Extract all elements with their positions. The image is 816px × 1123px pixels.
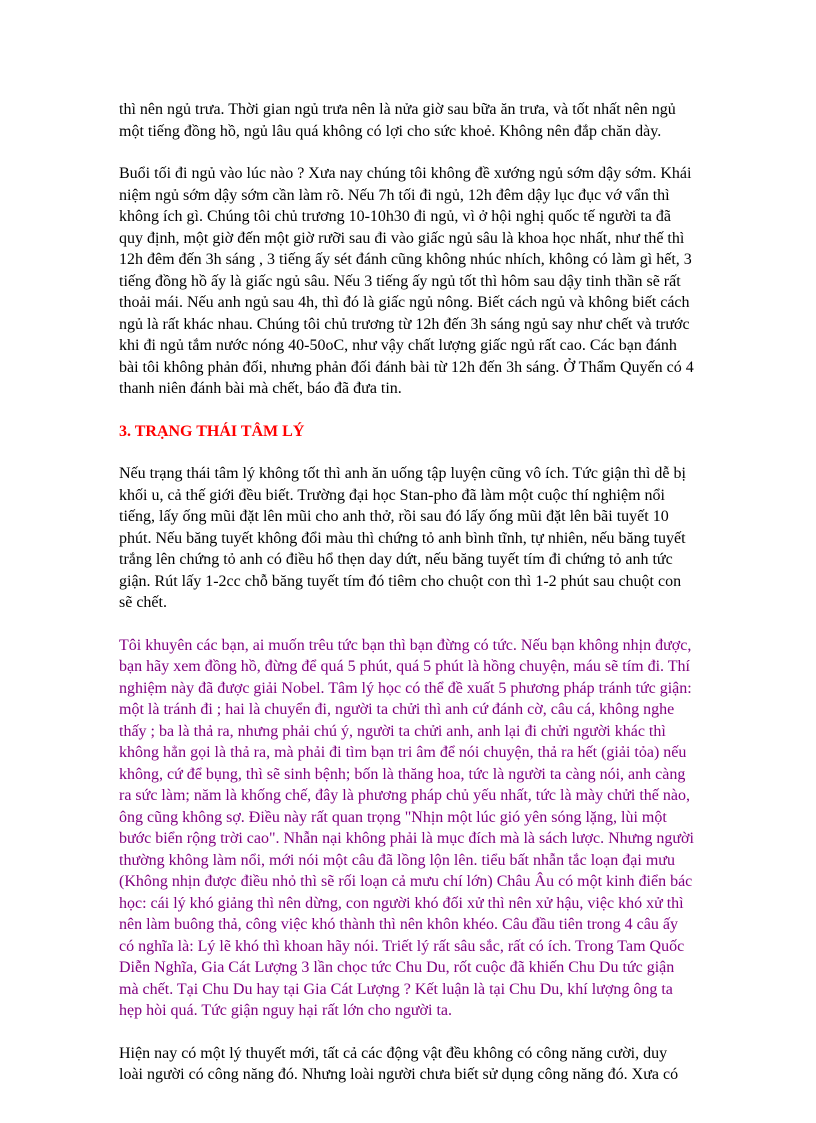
document-page	[119, 99, 701, 1107]
paragraph-psychology-experiment: Nếu trạng thái tâm lý không tốt thì anh ăn uống tập luyện cũng vô ích. Tức giận thì dễ bị khối u, cả thế giới đều biết. Trường đại học Stan-pho đã làm một cuộc thí nghiệm nổi tiếng, lấy ống mũi đặt lên mũi cho anh thở, rồi sau đó lấy ống mũi đặt lên bãi tuyết 10 phút. Nếu băng tuyết không đổi màu thì chứng tỏ anh bình tĩnh, tự nhiên, nếu băng tuyết trắng lên chứng tỏ anh có điều hổ thẹn day dứt, nếu băng tuyết tím đi chứng tỏ anh tức giận. Rút lấy 1-2cc chỗ băng tuyết tím đó tiêm cho chuột con thì 1-2 phút sau chuột con sẽ chết.	[119, 465, 686, 611]
paragraph-laughter-theory: Hiện nay có một lý thuyết mới, tất cả các động vật đều không có công năng cười, duy loài người có công năng đó. Nhưng loài người chưa biết sử dụng công năng đó. Xưa có	[119, 1044, 679, 1083]
paragraph-nap-sleep: thì nên ngủ trưa. Thời gian ngủ trưa nên là nửa giờ sau bữa ăn trưa, và tốt nhất nên ngủ một tiếng đồng hồ, ngủ lâu quá không có lợi cho sức khoẻ. Không nên đắp chăn dày.	[119, 101, 676, 140]
section-heading-psychological-state: 3. TRẠNG THÁI TÂM LÝ	[119, 422, 305, 440]
paragraph-night-sleep: Buổi tối đi ngủ vào lúc nào ? Xưa nay chúng tôi không đề xướng ngủ sớm dậy sớm. Khái niệm ngủ sớm dậy sớm cần làm rõ. Nếu 7h tối đi ngủ, 12h đêm dậy lục đục vớ vẩn thì không ích gì. Chúng tôi chủ trương 10-10h30 đi ngủ, vì ở hội nghị quốc tế người ta đã quy định, một giờ đến một giờ rưỡi sau đi vào giấc ngủ sâu là khoa học nhất, như thế thì 12h đêm đến 3h sáng , 3 tiếng ấy sét đánh cũng không nhúc nhích, không có làm gì hết, 3 tiếng đồng hồ ấy là giấc ngủ sâu. Nếu 3 tiếng ấy ngủ tốt thì hôm sau dậy tinh thần sẽ rất thoải mái. Nếu anh ngủ sau 4h, thì đó là giấc ngủ nông. Biết cách ngủ và không biết cách ngủ là rất khác nhau. Chúng tôi chủ trương từ 12h đến 3h sáng ngủ say như chết và trước khi đi ngủ tắm nước nóng 40-50oC, như vậy chất lượng giấc ngủ rất cao. Các bạn đánh bài tôi không phản đối, nhưng phản đối đánh bài từ 12h đến 3h sáng. Ở Thẩm Quyến có 4 thanh niên đánh bài mà chết, báo đã đưa tin.	[119, 165, 694, 397]
paragraph-anger-advice: Tôi khuyên các bạn, ai muốn trêu tức bạn thì bạn đừng có tức. Nếu bạn không nhịn được, bạn hãy xem đồng hồ, đừng để quá 5 phút, quá 5 phút là hồng chuyện, máu sẽ tím đi. Thí nghiệm này đã được giải Nobel. Tâm lý học có thể đề xuất 5 phương pháp tránh tức giận: một là tránh đi ; hai là chuyển đi, người ta chửi thì anh cứ đánh cờ, câu cá, không nghe thấy ; ba là thả ra, nhưng phải chú ý, người ta chửi anh, anh lại đi chửi người khác thì không hẳn gọi là thả ra, mà phải đi tìm bạn tri âm để nói chuyện, thả ra hết (giải tỏa) nếu không, cứ để bụng, thì sẽ sinh bệnh; bốn là thăng hoa, tức là người ta càng nói, anh càng ra sức làm; năm là khống chế, đây là phương pháp chủ yếu nhất, tức là mày chửi thế nào, ông cũng không sợ. Điều này rất quan trọng "Nhịn một lúc gió yên sóng lặng, lùi một bước biển rộng trời cao". Nhẫn nại không phải là mục đích mà là sách lược. Nhưng người thường không làm nổi, mới nói một câu đã lồng lộn lên. tiểu bất nhẫn tắc loạn đại mưu (Không nhịn được điều nhỏ thì sẽ rối loạn cả mưu chí lớn) Châu Âu có một kinh điển bác học: cái lý khó giảng thì nên dừng, con người khó đối xử thì nên xử hậu, việc khó xử thì nên làm buông thả, công việc khó thành thì nên khôn khéo. Câu đầu tiên trong 4 câu ấy có nghĩa là: Lý lẽ khó thì khoan hãy nói. Triết lý rất sâu sắc, rất có ích. Trong Tam Quốc Diễn Nghĩa, Gia Cát Lượng 3 lần chọc tức Chu Du, rốt cuộc đã khiến Chu Du tức giận mà chết. Tại Chu Du hay tại Gia Cát Lượng ? Kết luận là tại Chu Du, khí lượng ông ta hẹp hòi quá. Tức giận nguy hại rất lớn cho người ta.	[119, 636, 694, 1019]
